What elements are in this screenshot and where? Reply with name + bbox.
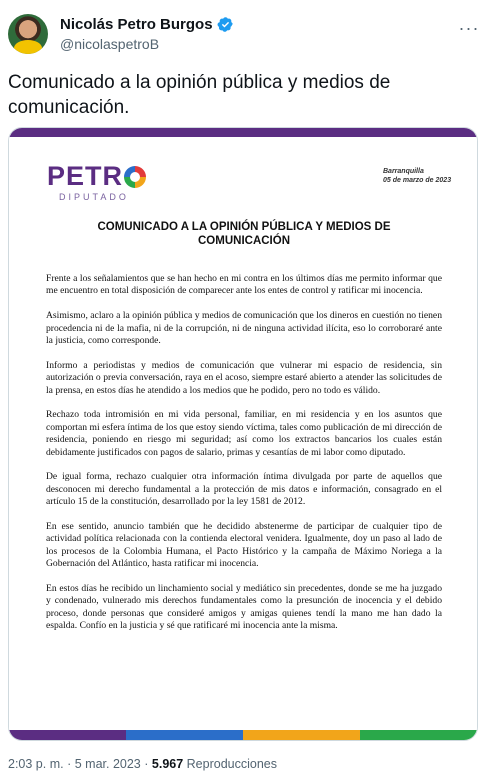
views-label: Reproducciones [186, 757, 277, 771]
author-name-row[interactable] [60, 16, 234, 33]
document-paragraph: De igual forma, rechazo cualquier otra información íntima divulgada por parte de aquellos que desconocen mi derecho fundamental a la protección de mis datos e información, consagrado en el artículo 15 de la constitución, desarrollado por la ley 1581 de 2012. [46, 471, 442, 508]
document-page [9, 137, 477, 732]
tweet-media-image[interactable] [8, 127, 478, 741]
tweet-header [8, 14, 484, 62]
document-date: 05 de marzo de 2023 [383, 177, 452, 184]
author-handle[interactable]: @nicolaspetroB [60, 36, 160, 52]
footer-separator: · [144, 757, 149, 771]
verified-badge-icon [217, 16, 234, 33]
document-paragraph: Frente a los señalamientos que se han hecho en mi contra en los últimos días me permito informar que me encuentro en total disposición de comparecer ante los entes de control y ratificar mi inocencia. [46, 273, 442, 297]
document-paragraph: Informo a periodistas y medios de comunicación que vulnerar mi espacio de residencia, sin autorización o previa conversación, raya en el acoso, siempre estaré abierto a atender las solicitudes de la prensa, en estos días he atendido a los medios que he podido, pero no todo es válido. [46, 359, 442, 396]
logo-wordmark [47, 163, 157, 190]
color-stripe [243, 730, 360, 740]
document-bottom-color-bar [9, 730, 477, 740]
author-display-name[interactable]: Nicolás Petro Burgos [60, 16, 213, 33]
document-body [46, 273, 442, 645]
document-paragraph: En estos días he recibido un linchamiento social y mediático sin precedentes, donde se me ha juzgado y condenado, vulnerado mis derechos fundamentales como la presunción de inocencia y el debido proceso, donde personas que consideré amigos y amigas quienes tendí la mano me han dado la espalda. Confío en la justicia y sé que ratificaré mi inocencia ante la misma. [46, 583, 442, 632]
logo-ring-icon [124, 166, 146, 188]
color-stripe [360, 730, 477, 740]
logo-subtitle: DIPUTADO [59, 192, 129, 202]
petro-logo [47, 163, 157, 203]
tweet-footer [8, 757, 277, 771]
tweet-text: Comunicado a la opinión pública y medios de comunicación. [8, 72, 391, 118]
avatar[interactable] [8, 14, 48, 54]
logo-word-text: PETR [47, 161, 124, 191]
tweet-date[interactable]: 5 mar. 2023 [74, 757, 141, 771]
document-place-date [383, 167, 461, 185]
document-place: Barranquilla [383, 168, 424, 175]
more-options-icon[interactable]: ··· [458, 17, 480, 38]
document-top-bar [9, 128, 477, 137]
color-stripe [9, 730, 126, 740]
document-paragraph: Asimismo, aclaro a la opinión pública y medios de comunicación que los dineros en cuestión no tienen procedencia ni de la mafia, ni de la corrupción, ni de ninguna actividad ilícita, eso lo corroboraré ante la justicia, como corresponde. [46, 310, 442, 347]
color-stripe [126, 730, 243, 740]
document-paragraph: Rechazo toda intromisión en mi vida personal, familiar, en mi residencia y en los asuntos que comportan mi esfera íntima de los que estoy siendo víctima, tales como publicación de mi dirección de residencia, poniendo en riesgo mi seguridad; así como los extractos bancarios los cuales están debidamente justificados con pagos de salario, primas y cesantías de mi labor como diputado. [46, 409, 442, 458]
footer-separator: · [67, 757, 72, 771]
document-paragraph: En ese sentido, anuncio también que he decidido abstenerme de participar de cualquier tipo de actividad política relacionada con la contienda electoral venidera. Igualmente, doy un paso al lado de los procesos de la Colombia Humana, el Pacto Histórico y la campaña de Máximo Noriega a la Gobernación del Atlántico, hasta ratificar mi inocencia. [46, 521, 442, 570]
tweet-time[interactable]: 2:03 p. m. [8, 757, 64, 771]
document-title: COMUNICADO A LA OPINIÓN PÚBLICA Y MEDIOS DE COMUNICACIÓN [97, 221, 391, 247]
view-count: 5.967 [151, 757, 184, 771]
